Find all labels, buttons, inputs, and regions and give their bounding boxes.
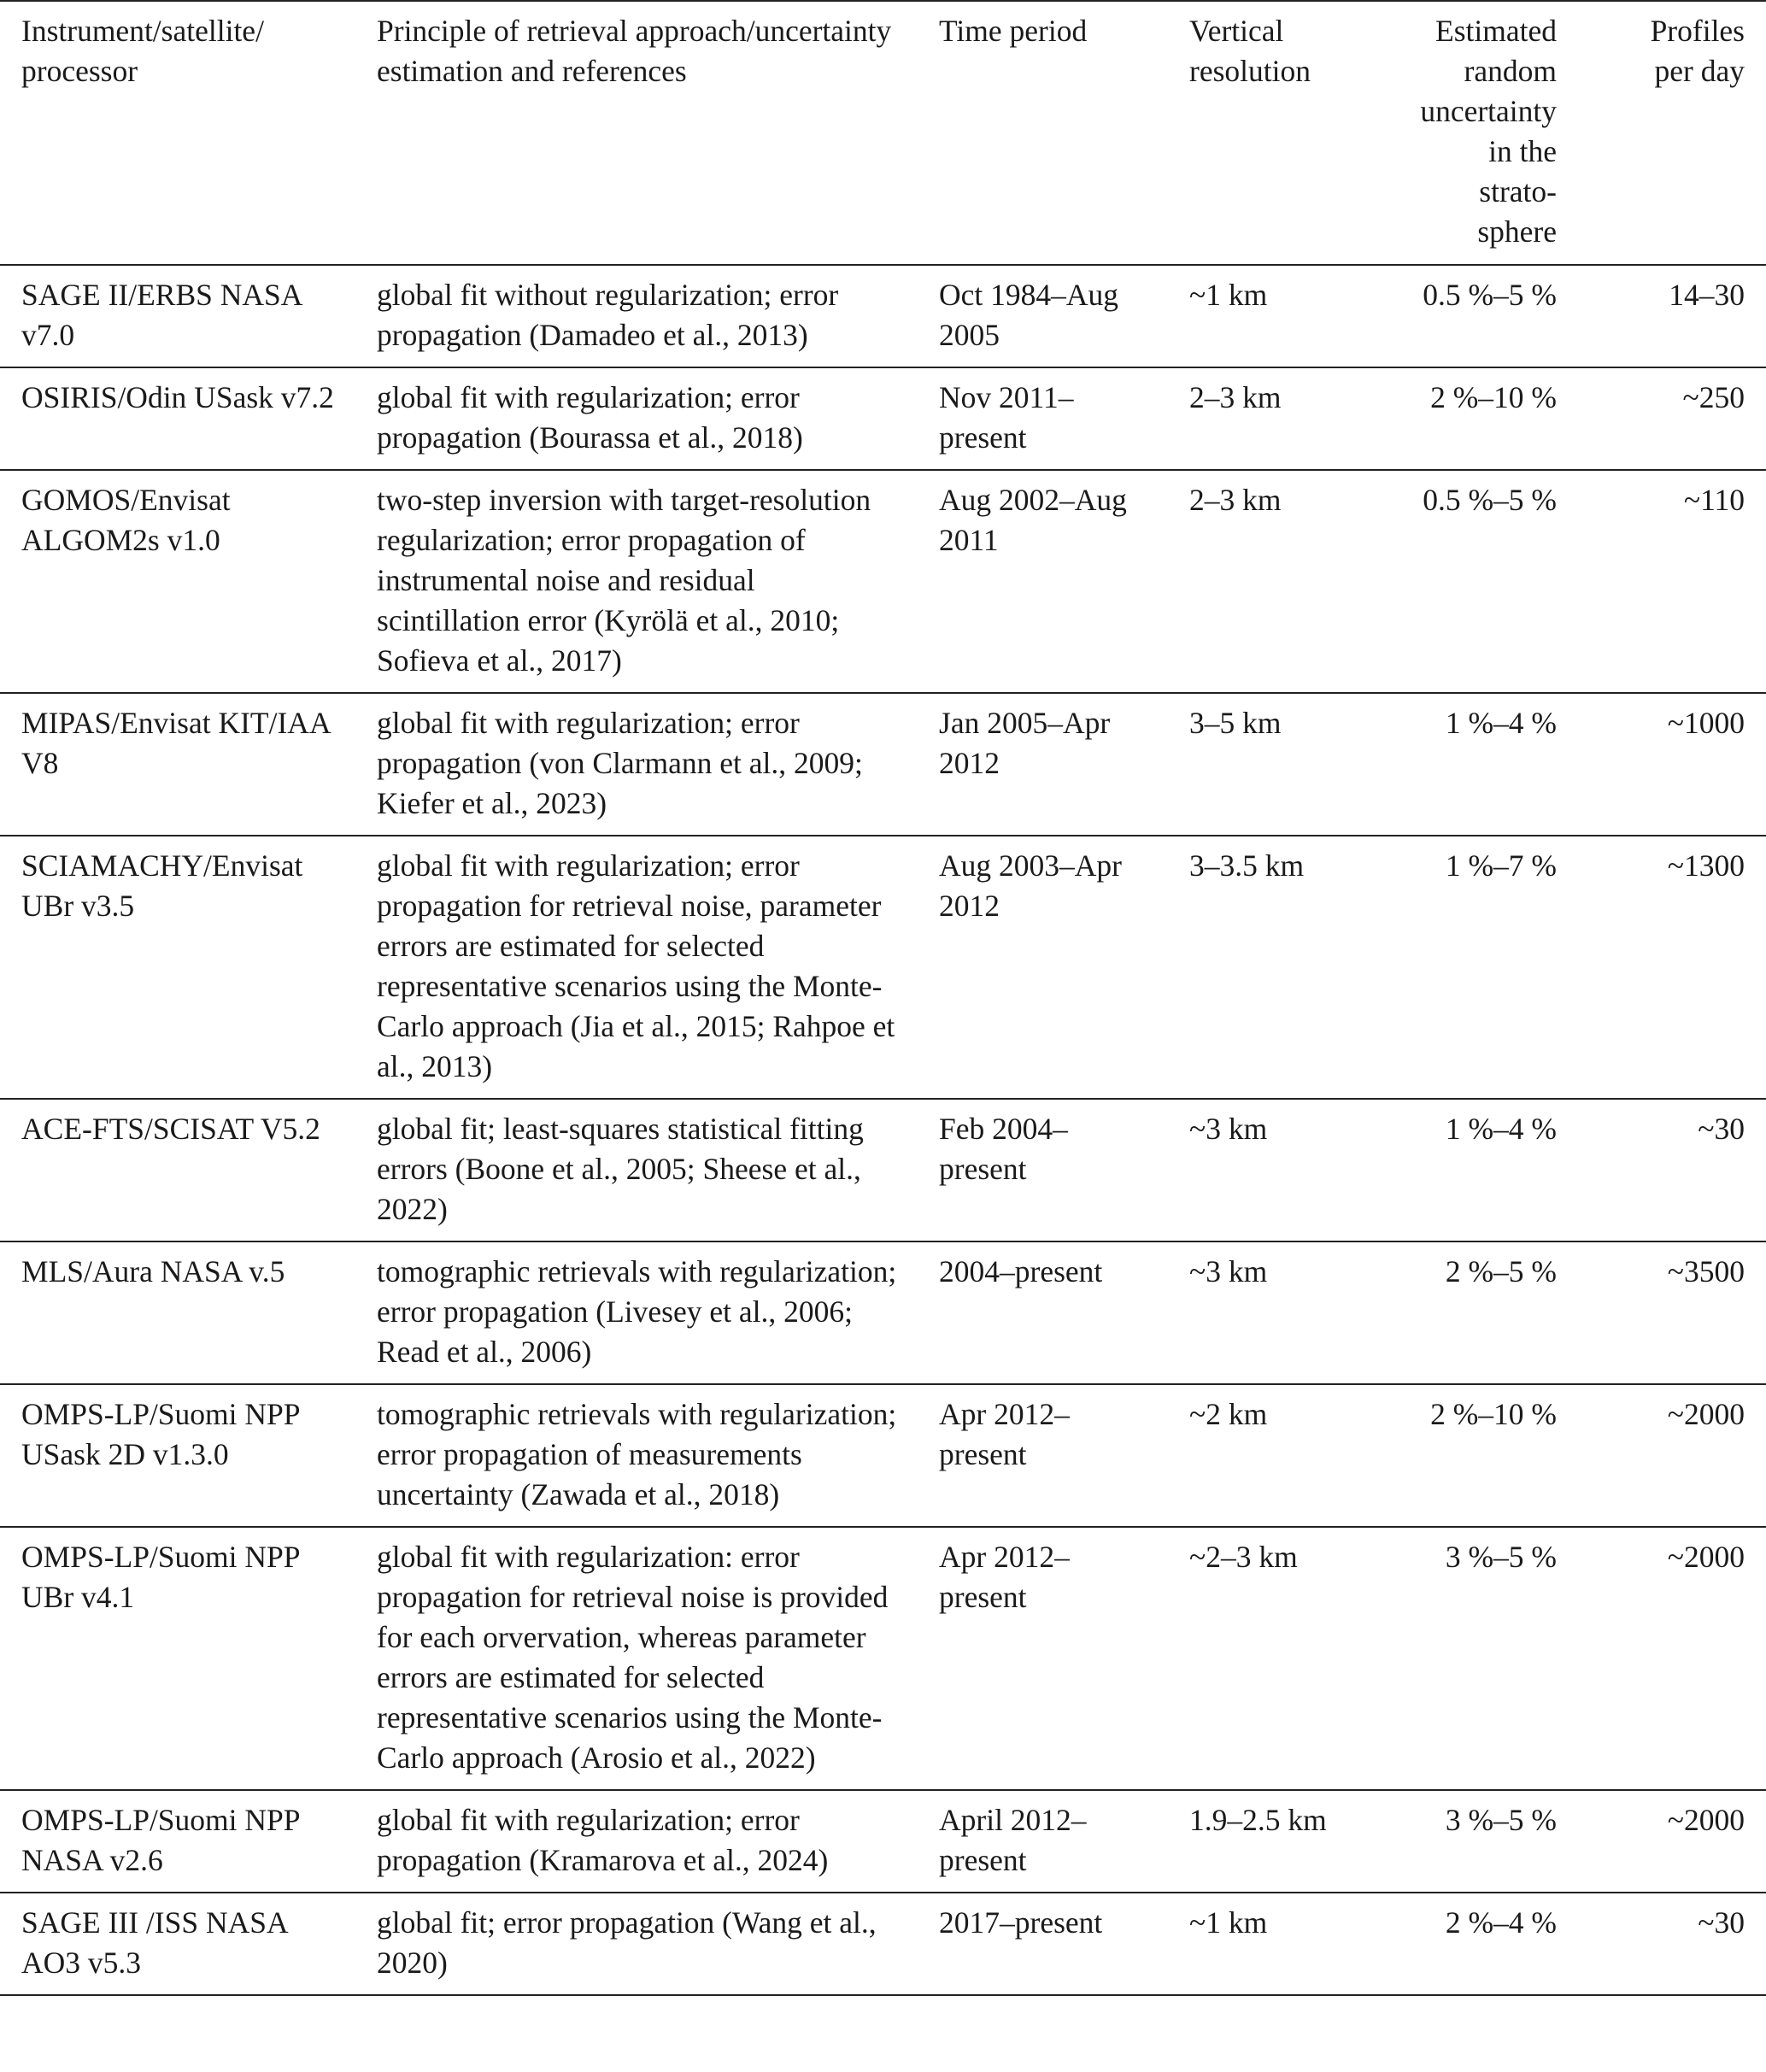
- cell-vertical-resolution: 3–5 km: [1164, 693, 1394, 836]
- table-row: [0, 1790, 1766, 1893]
- cell-instrument: GOMOS/Envisat ALGOM2s v1.0: [0, 470, 355, 693]
- cell-profiles-per-day: ~1000: [1574, 693, 1766, 836]
- table-row: [0, 265, 1766, 367]
- cell-random-uncertainty: 2 %–5 %: [1394, 1241, 1574, 1384]
- cell-profiles-per-day: ~3500: [1574, 1241, 1766, 1384]
- cell-vertical-resolution: ~3 km: [1164, 1099, 1394, 1241]
- cell-random-uncertainty: 0.5 %–5 %: [1394, 470, 1574, 693]
- cell-principle: global fit without regularization; error propagation (Damadeo et al., 2013): [355, 265, 913, 367]
- cell-vertical-resolution: 3–3.5 km: [1164, 836, 1394, 1099]
- cell-instrument: OMPS-LP/Suomi NPP USask 2D v1.3.0: [0, 1384, 355, 1527]
- cell-random-uncertainty: 1 %–4 %: [1394, 1099, 1574, 1241]
- cell-random-uncertainty: 3 %–5 %: [1394, 1527, 1574, 1790]
- table-row: [0, 836, 1766, 1099]
- cell-principle: global fit with regularization: error propagation for retrieval noise is provided for each orvervation, whereas parameter errors are estimated for selected representative scenarios using the Monte-Carlo approach (Arosio et al., 2022): [355, 1527, 913, 1790]
- table-row: [0, 1099, 1766, 1241]
- cell-instrument: SCIAMACHY/Envisat UBr v3.5: [0, 836, 355, 1099]
- table-row: [0, 1893, 1766, 1995]
- cell-random-uncertainty: 2 %–4 %: [1394, 1893, 1574, 1995]
- cell-instrument: SAGE III /ISS NASA AO3 v5.3: [0, 1893, 355, 1995]
- table-row: [0, 1241, 1766, 1384]
- header-random-uncertainty: Estimated random uncertainty in the strato-sphere: [1394, 1, 1574, 265]
- cell-principle: tomographic retrievals with regularization; error propagation (Livesey et al., 2006; Read et al., 2006): [355, 1241, 913, 1384]
- cell-random-uncertainty: 1 %–4 %: [1394, 693, 1574, 836]
- cell-time-period: 2004–present: [913, 1241, 1164, 1384]
- table-row: [0, 1384, 1766, 1527]
- cell-instrument: MIPAS/Envisat KIT/IAA V8: [0, 693, 355, 836]
- header-instrument: Instrument/satellite/ processor: [0, 1, 355, 265]
- cell-time-period: Jan 2005–Apr 2012: [913, 693, 1164, 836]
- cell-principle: two-step inversion with target-resolution regularization; error propagation of instrumental noise and residual scintillation error (Kyrölä et al., 2010; Sofieva et al., 2017): [355, 470, 913, 693]
- table-row: [0, 1527, 1766, 1790]
- cell-time-period: Apr 2012–present: [913, 1384, 1164, 1527]
- cell-profiles-per-day: ~250: [1574, 367, 1766, 470]
- cell-instrument: OMPS-LP/Suomi NPP UBr v4.1: [0, 1527, 355, 1790]
- cell-time-period: Feb 2004–present: [913, 1099, 1164, 1241]
- cell-vertical-resolution: ~2–3 km: [1164, 1527, 1394, 1790]
- cell-profiles-per-day: ~110: [1574, 470, 1766, 693]
- cell-vertical-resolution: ~1 km: [1164, 1893, 1394, 1995]
- cell-time-period: Apr 2012–present: [913, 1527, 1164, 1790]
- header-time-period: Time period: [913, 1, 1164, 265]
- cell-random-uncertainty: 2 %–10 %: [1394, 1384, 1574, 1527]
- header-vertical-resolution: Vertical resolution: [1164, 1, 1394, 265]
- cell-profiles-per-day: 14–30: [1574, 265, 1766, 367]
- cell-time-period: April 2012–present: [913, 1790, 1164, 1893]
- header-profiles-per-day: Profiles per day: [1574, 1, 1766, 265]
- cell-instrument: ACE-FTS/SCISAT V5.2: [0, 1099, 355, 1241]
- cell-profiles-per-day: ~2000: [1574, 1790, 1766, 1893]
- cell-vertical-resolution: ~2 km: [1164, 1384, 1394, 1527]
- cell-vertical-resolution: ~3 km: [1164, 1241, 1394, 1384]
- cell-profiles-per-day: ~30: [1574, 1099, 1766, 1241]
- cell-time-period: 2017–present: [913, 1893, 1164, 1995]
- cell-principle: global fit; error propagation (Wang et al., 2020): [355, 1893, 913, 1995]
- cell-instrument: OSIRIS/Odin USask v7.2: [0, 367, 355, 470]
- header-principle: Principle of retrieval approach/uncertainty estimation and references: [355, 1, 913, 265]
- cell-profiles-per-day: ~30: [1574, 1893, 1766, 1995]
- cell-profiles-per-day: ~1300: [1574, 836, 1766, 1099]
- cell-random-uncertainty: 1 %–7 %: [1394, 836, 1574, 1099]
- cell-vertical-resolution: 1.9–2.5 km: [1164, 1790, 1394, 1893]
- cell-random-uncertainty: 2 %–10 %: [1394, 367, 1574, 470]
- cell-vertical-resolution: 2–3 km: [1164, 367, 1394, 470]
- cell-principle: tomographic retrievals with regularization; error propagation of measurements uncertainty (Zawada et al., 2018): [355, 1384, 913, 1527]
- cell-principle: global fit; least-squares statistical fitting errors (Boone et al., 2005; Sheese et al., 2022): [355, 1099, 913, 1241]
- cell-time-period: Aug 2002–Aug 2011: [913, 470, 1164, 693]
- table-row: [0, 367, 1766, 470]
- cell-profiles-per-day: ~2000: [1574, 1384, 1766, 1527]
- cell-time-period: Oct 1984–Aug 2005: [913, 265, 1164, 367]
- cell-instrument: SAGE II/ERBS NASA v7.0: [0, 265, 355, 367]
- cell-random-uncertainty: 0.5 %–5 %: [1394, 265, 1574, 367]
- cell-principle: global fit with regularization; error propagation (Bourassa et al., 2018): [355, 367, 913, 470]
- table-row: [0, 693, 1766, 836]
- cell-principle: global fit with regularization; error propagation for retrieval noise, parameter errors are estimated for selected representative scenarios using the Monte-Carlo approach (Jia et al., 2015; Rahpoe et al., 2013): [355, 836, 913, 1099]
- header-row: [0, 1, 1766, 265]
- cell-time-period: Aug 2003–Apr 2012: [913, 836, 1164, 1099]
- cell-principle: global fit with regularization; error propagation (von Clarmann et al., 2009; Kiefer et al., 2023): [355, 693, 913, 836]
- cell-instrument: MLS/Aura NASA v.5: [0, 1241, 355, 1384]
- cell-random-uncertainty: 3 %–5 %: [1394, 1790, 1574, 1893]
- cell-principle: global fit with regularization; error propagation (Kramarova et al., 2024): [355, 1790, 913, 1893]
- cell-instrument: OMPS-LP/Suomi NPP NASA v2.6: [0, 1790, 355, 1893]
- table-row: [0, 470, 1766, 693]
- cell-time-period: Nov 2011–present: [913, 367, 1164, 470]
- cell-profiles-per-day: ~2000: [1574, 1527, 1766, 1790]
- cell-vertical-resolution: 2–3 km: [1164, 470, 1394, 693]
- cell-vertical-resolution: ~1 km: [1164, 265, 1394, 367]
